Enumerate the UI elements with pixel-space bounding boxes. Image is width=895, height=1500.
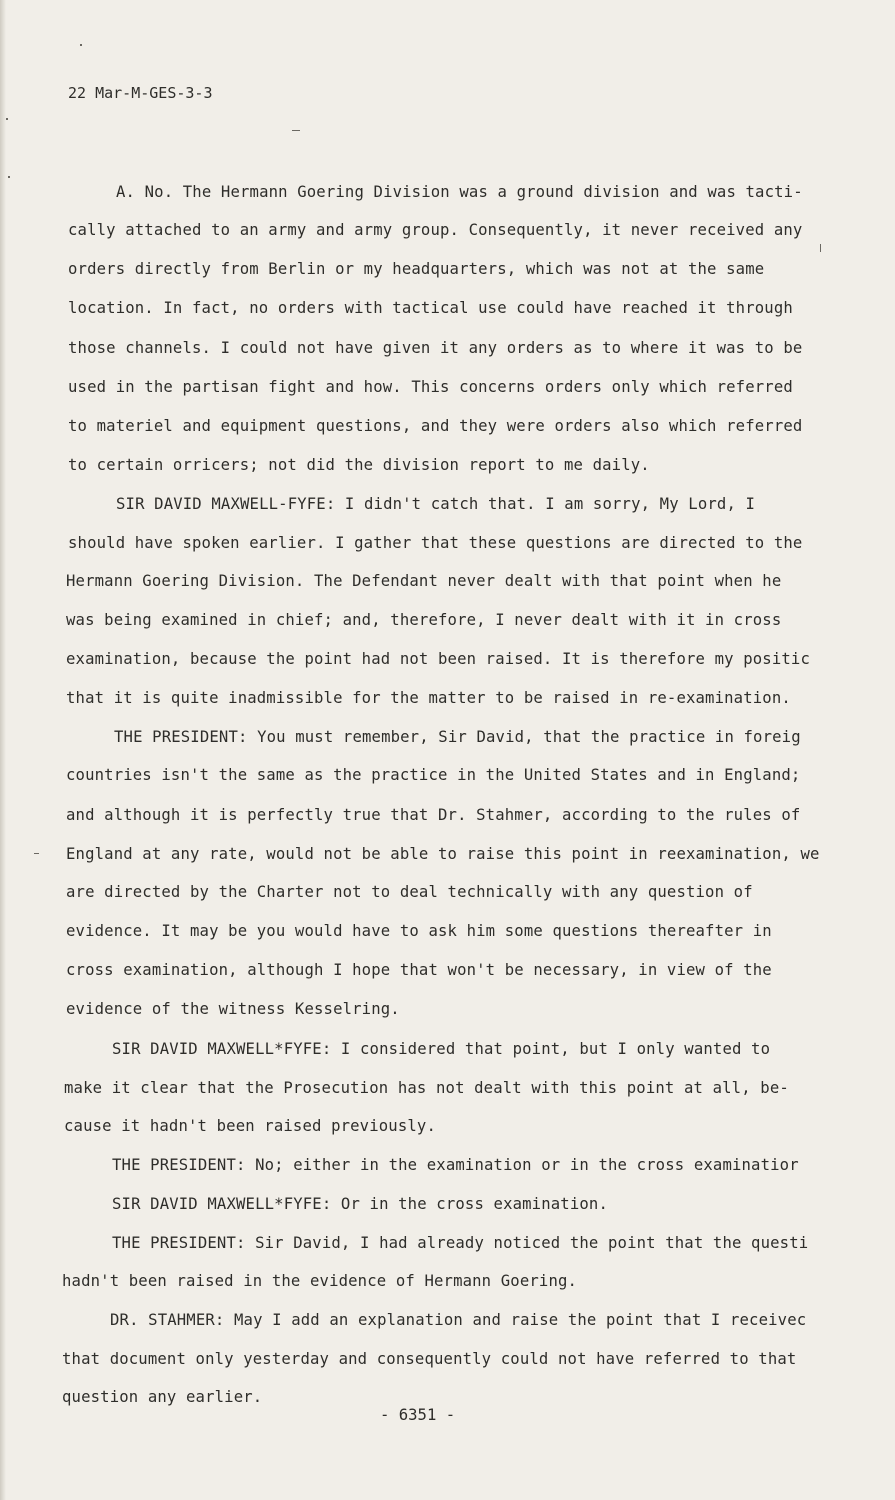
text-line: was being examined in chief; and, therefore, I never dealt with it in cross (66, 611, 782, 629)
text-line: are directed by the Charter not to deal technically with any question of (66, 883, 753, 901)
text-line: A. No. The Hermann Goering Division was a ground division and was tacti- (116, 183, 803, 201)
margin-mark (8, 176, 10, 178)
text-line: location. In fact, no orders with tactical use could have reached it through (68, 299, 793, 317)
text-line: to materiel and equipment questions, and they were orders also which referred (68, 417, 803, 435)
margin-mark (80, 44, 82, 46)
text-line: countries isn't the same as the practice in the United States and in England; (66, 766, 801, 784)
text-line: cause it hadn't been raised previously. (64, 1117, 436, 1135)
margin-mark (6, 118, 8, 120)
text-line: hadn't been raised in the evidence of Hermann Goering. (62, 1272, 578, 1290)
text-line: cross examination, although I hope that won't be necessary, in view of the (66, 961, 772, 979)
text-line: DR. STAHMER: May I add an explanation and raise the point that I receivec (110, 1311, 807, 1329)
text-line: SIR DAVID MAXWELL-FYFE: I didn't catch that. I am sorry, My Lord, I (116, 495, 756, 513)
margin-mark (292, 130, 300, 131)
text-line: should have spoken earlier. I gather that these questions are directed to the (68, 534, 803, 552)
text-line: those channels. I could not have given it any orders as to where it was to be (68, 339, 803, 357)
margin-mark (34, 853, 39, 854)
text-line: make it clear that the Prosecution has not dealt with this point at all, be- (64, 1079, 789, 1097)
text-line: that document only yesterday and consequently could not have referred to that (62, 1350, 797, 1368)
text-line: and although it is perfectly true that Dr. Stahmer, according to the rules of (66, 806, 801, 824)
text-line: THE PRESIDENT: No; either in the examination or in the cross examinatior (112, 1156, 799, 1174)
margin-mark (820, 244, 821, 252)
text-line: examination, because the point had not been raised. It is therefore my positic (66, 650, 810, 668)
text-line: THE PRESIDENT: You must remember, Sir David, that the practice in foreig (114, 728, 801, 746)
text-line: THE PRESIDENT: Sir David, I had already noticed the point that the questi (112, 1234, 809, 1252)
text-line: evidence of the witness Kesselring. (66, 1000, 400, 1018)
text-line: orders directly from Berlin or my headquarters, which was not at the same (68, 260, 765, 278)
text-line: used in the partisan fight and how. This concerns orders only which referred (68, 378, 793, 396)
text-line: that it is quite inadmissible for the matter to be raised in re-examination. (66, 689, 791, 707)
page-edge-shadow (0, 0, 6, 1500)
text-line: evidence. It may be you would have to ask him some questions thereafter in (66, 922, 772, 940)
text-line: to certain orricers; not did the division report to me daily. (68, 456, 650, 474)
text-line: cally attached to an army and army group. Consequently, it never received any (68, 221, 803, 239)
text-line: SIR DAVID MAXWELL*FYFE: Or in the cross examination. (112, 1195, 608, 1213)
text-line: Hermann Goering Division. The Defendant never dealt with that point when he (66, 572, 782, 590)
text-line: England at any rate, would not be able to raise this point in reexamination, we (66, 845, 820, 863)
document-reference: 22 Mar-M-GES-3-3 (68, 84, 213, 102)
text-line: SIR DAVID MAXWELL*FYFE: I considered that point, but I only wanted to (112, 1040, 771, 1058)
page-number: - 6351 - (380, 1406, 456, 1424)
text-line: question any earlier. (62, 1388, 263, 1406)
